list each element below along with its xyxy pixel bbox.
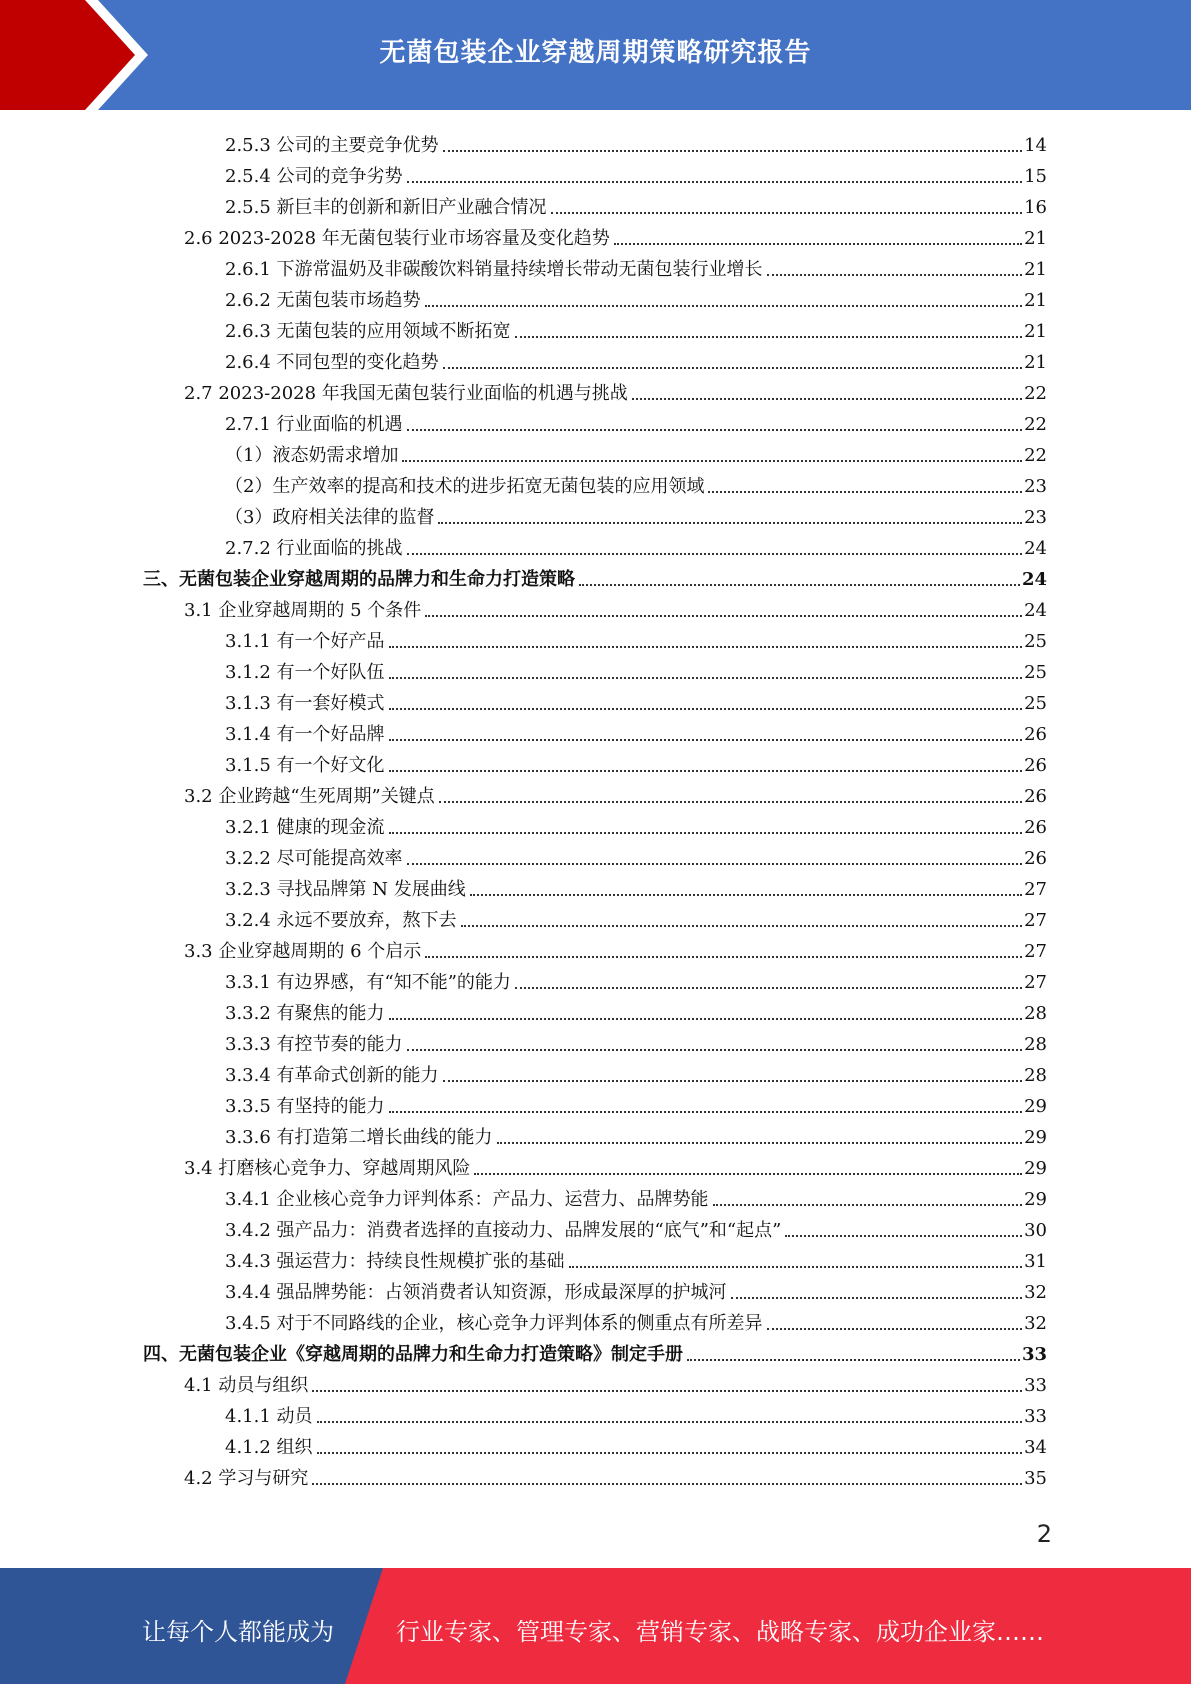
toc-entry-label: 3.3.5 有坚持的能力	[225, 1096, 385, 1117]
toc-leader-dots	[389, 708, 1023, 710]
toc-entry-label: 3.2.1 健康的现金流	[225, 817, 385, 838]
toc-entry-page: 26	[1024, 724, 1047, 745]
toc-entry-label: 3.3.4 有革命式创新的能力	[225, 1065, 439, 1086]
toc-entry[interactable]	[225, 623, 1047, 654]
toc-entry-label: 2.5.4 公司的竞争劣势	[225, 166, 403, 187]
toc-leader-dots	[708, 491, 1022, 493]
toc-entry[interactable]	[225, 1088, 1047, 1119]
toc-leader-dots	[470, 894, 1022, 896]
toc-entry-label: 3.2.3 寻找品牌第 N 发展曲线	[225, 879, 466, 900]
toc-entry-label: （2）生产效率的提高和技术的进步拓宽无菌包装的应用领域	[225, 476, 705, 497]
toc-entry-label: 2.6.3 无菌包装的应用领域不断拓宽	[225, 321, 511, 342]
toc-entry[interactable]	[225, 499, 1047, 530]
toc-entry-label: 2.5.5 新巨丰的创新和新旧产业融合情况	[225, 197, 547, 218]
toc-entry-label: 3.1.4 有一个好品牌	[225, 724, 385, 745]
toc-entry-label: 2.7.2 行业面临的挑战	[225, 538, 403, 559]
toc-entry[interactable]	[225, 468, 1047, 499]
toc-entry[interactable]	[225, 406, 1047, 437]
toc-entry-page: 23	[1024, 507, 1047, 528]
toc-entry[interactable]	[184, 592, 1047, 623]
toc-entry[interactable]	[225, 1305, 1047, 1336]
toc-entry-label: 3.1.3 有一套好模式	[225, 693, 385, 714]
toc-entry-page: 33	[1024, 1406, 1047, 1427]
toc-entry-page: 31	[1024, 1251, 1047, 1272]
toc-entry-page: 24	[1024, 600, 1047, 621]
toc-entry-label: 3.4.2 强产品力：消费者选择的直接动力、品牌发展的“底气”和“起点”	[225, 1220, 782, 1241]
toc-entry-page: 33	[1024, 1375, 1047, 1396]
toc-leader-dots	[407, 181, 1023, 183]
toc-leader-dots	[461, 925, 1023, 927]
toc-entry-label: 2.6.4 不同包型的变化趋势	[225, 352, 439, 373]
toc-entry-label: 3.4 打磨核心竞争力、穿越周期风险	[184, 1158, 471, 1179]
toc-entry[interactable]	[184, 778, 1047, 809]
toc-entry-page: 30	[1024, 1220, 1047, 1241]
toc-entry-label: 3.4.4 强品牌势能：占领消费者认知资源，形成最深厚的护城河	[225, 1282, 727, 1303]
toc-entry-label: 2.7 2023-2028 年我国无菌包装行业面临的机遇与挑战	[184, 383, 628, 404]
toc-entry[interactable]	[225, 282, 1047, 313]
toc-entry[interactable]	[225, 685, 1047, 716]
toc-leader-dots	[785, 1235, 1022, 1237]
toc-leader-dots	[425, 956, 1022, 958]
toc-entry-label: 2.6 2023-2028 年无菌包装行业市场容量及变化趋势	[184, 228, 610, 249]
toc-leader-dots	[425, 615, 1022, 617]
toc-entry-page: 15	[1024, 166, 1047, 187]
toc-entry-page: 29	[1024, 1096, 1047, 1117]
toc-entry[interactable]	[225, 1119, 1047, 1150]
toc-entry-label: 3.4.1 企业核心竞争力评判体系：产品力、运营力、品牌势能	[225, 1189, 709, 1210]
toc-entry[interactable]	[225, 530, 1047, 561]
toc-entry-label: 3.4.5 对于不同路线的企业，核心竞争力评判体系的侧重点有所差异	[225, 1313, 763, 1334]
toc-entry[interactable]	[225, 344, 1047, 375]
toc-leader-dots	[443, 367, 1023, 369]
toc-leader-dots	[425, 305, 1023, 307]
toc-leader-dots	[439, 801, 1022, 803]
toc-leader-dots	[713, 1204, 1023, 1206]
toc-leader-dots	[389, 832, 1023, 834]
toc-entry-label: 4.1.1 动员	[225, 1406, 313, 1427]
toc-entry-label: 3.1 企业穿越周期的 5 个条件	[184, 600, 422, 621]
toc-entry-page: 26	[1024, 786, 1047, 807]
toc-leader-dots	[687, 1359, 1020, 1361]
toc-entry-label: 3.1.2 有一个好队伍	[225, 662, 385, 683]
toc-entry-page: 32	[1024, 1282, 1047, 1303]
toc-entry-label: 2.7.1 行业面临的机遇	[225, 414, 403, 435]
toc-entry-label: 4.1.2 组织	[225, 1437, 313, 1458]
toc-leader-dots	[317, 1421, 1023, 1423]
toc-entry[interactable]	[225, 654, 1047, 685]
toc-entry-page: 22	[1024, 414, 1047, 435]
toc-entry[interactable]	[225, 1274, 1047, 1305]
toc-entry-label: 3.2.2 尽可能提高效率	[225, 848, 403, 869]
toc-entry-page: 14	[1024, 135, 1047, 156]
toc-leader-dots	[407, 429, 1023, 431]
toc-entry-page: 29	[1024, 1158, 1047, 1179]
toc-entry-label: 三、无菌包装企业穿越周期的品牌力和生命力打造策略	[143, 569, 575, 590]
toc-leader-dots	[389, 1111, 1023, 1113]
toc-entry-label: 2.5.3 公司的主要竞争优势	[225, 135, 439, 156]
toc-entry-page: 27	[1024, 879, 1047, 900]
toc-entry-page: 35	[1024, 1468, 1047, 1489]
toc-leader-dots	[497, 1142, 1023, 1144]
toc-entry-page: 25	[1024, 631, 1047, 652]
toc-leader-dots	[389, 739, 1023, 741]
toc-entry[interactable]	[225, 127, 1047, 158]
toc-entry[interactable]	[225, 1398, 1047, 1429]
toc-entry[interactable]	[184, 220, 1047, 251]
toc-entry-page: 27	[1024, 972, 1047, 993]
toc-entry-page: 28	[1024, 1003, 1047, 1024]
toc-leader-dots	[389, 646, 1023, 648]
toc-entry-page: 22	[1024, 445, 1047, 466]
toc-entry-label: 3.1.5 有一个好文化	[225, 755, 385, 776]
toc-entry[interactable]	[184, 1367, 1047, 1398]
toc-leader-dots	[407, 863, 1023, 865]
toc-entry[interactable]	[225, 809, 1047, 840]
footer-slogan-left: 让每个人都能成为	[142, 1618, 334, 1646]
toc-leader-dots	[407, 1049, 1023, 1051]
toc-entry-label: 4.1 动员与组织	[184, 1375, 309, 1396]
toc-entry-page: 21	[1024, 228, 1047, 249]
toc-entry[interactable]	[225, 189, 1047, 220]
toc-entry-label: 四、无菌包装企业《穿越周期的品牌力和生命力打造策略》制定手册	[143, 1344, 683, 1365]
toc-leader-dots	[767, 1328, 1023, 1330]
toc-entry[interactable]	[184, 1460, 1047, 1491]
toc-entry-page: 27	[1024, 941, 1047, 962]
toc-leader-dots	[312, 1390, 1022, 1392]
toc-entry-page: 16	[1024, 197, 1047, 218]
toc-entry-page: 32	[1024, 1313, 1047, 1334]
toc-leader-dots	[312, 1483, 1022, 1485]
toc-entry[interactable]	[225, 251, 1047, 282]
toc-leader-dots	[389, 677, 1023, 679]
toc-entry-label: 3.3.1 有边界感，有“知不能”的能力	[225, 972, 511, 993]
toc-entry[interactable]	[184, 933, 1047, 964]
toc-leader-dots	[407, 553, 1023, 555]
toc-leader-dots	[389, 770, 1023, 772]
toc-entry-label: 4.2 学习与研究	[184, 1468, 309, 1489]
toc-entry-label: 3.3.6 有打造第二增长曲线的能力	[225, 1127, 493, 1148]
toc-leader-dots	[402, 460, 1022, 462]
toc-entry-label: 3.1.1 有一个好产品	[225, 631, 385, 652]
toc-entry[interactable]	[225, 437, 1047, 468]
toc-entry[interactable]	[225, 1057, 1047, 1088]
toc-entry[interactable]	[184, 375, 1047, 406]
toc-entry-page: 23	[1024, 476, 1047, 497]
toc-leader-dots	[474, 1173, 1022, 1175]
toc-entry[interactable]	[225, 716, 1047, 747]
toc-entry-page: 26	[1024, 848, 1047, 869]
toc-entry-label: 3.4.3 强运营力：持续良性规模扩张的基础	[225, 1251, 565, 1272]
toc-entry[interactable]	[225, 1181, 1047, 1212]
toc-entry-page: 24	[1021, 569, 1047, 590]
toc-leader-dots	[731, 1297, 1023, 1299]
toc-entry[interactable]	[225, 158, 1047, 189]
toc-entry[interactable]	[225, 995, 1047, 1026]
toc-leader-dots	[443, 150, 1023, 152]
toc-entry-label: （1）液态奶需求增加	[225, 445, 399, 466]
toc-entry-page: 34	[1024, 1437, 1047, 1458]
toc-chapter-entry[interactable]	[143, 561, 1047, 592]
toc-leader-dots	[515, 987, 1022, 989]
toc-entry-page: 33	[1021, 1344, 1047, 1365]
toc-entry-page: 28	[1024, 1034, 1047, 1055]
toc-leader-dots	[438, 522, 1022, 524]
toc-leader-dots	[551, 212, 1023, 214]
toc-leader-dots	[614, 243, 1022, 245]
toc-entry-label: （3）政府相关法律的监督	[225, 507, 435, 528]
toc-entry-label: 3.3.2 有聚焦的能力	[225, 1003, 385, 1024]
toc-entry[interactable]	[225, 964, 1047, 995]
toc-entry-page: 24	[1024, 538, 1047, 559]
toc-entry[interactable]	[225, 1212, 1047, 1243]
toc-entry-label: 3.2 企业跨越“生死周期”关键点	[184, 786, 435, 807]
toc-leader-dots	[515, 336, 1023, 338]
toc-leader-dots	[317, 1452, 1023, 1454]
page-header	[0, 0, 1191, 110]
toc-entry-page: 21	[1024, 290, 1047, 311]
toc-leader-dots	[632, 398, 1022, 400]
toc-entry[interactable]	[184, 1150, 1047, 1181]
toc-entry-page: 25	[1024, 662, 1047, 683]
toc-entry[interactable]	[225, 1429, 1047, 1460]
toc-entry-page: 21	[1024, 259, 1047, 280]
toc-entry-page: 26	[1024, 755, 1047, 776]
toc-entry-label: 3.3 企业穿越周期的 6 个启示	[184, 941, 422, 962]
toc-entry-page: 29	[1024, 1127, 1047, 1148]
toc-entry-label: 3.2.4 永远不要放弃，熬下去	[225, 910, 457, 931]
page-number: 2	[1036, 1520, 1052, 1548]
toc-entry-page: 21	[1024, 321, 1047, 342]
toc-leader-dots	[579, 584, 1020, 586]
toc-leader-dots	[569, 1266, 1023, 1268]
toc-entry[interactable]	[225, 1026, 1047, 1057]
toc-entry-page: 29	[1024, 1189, 1047, 1210]
toc-entry-label: 2.6.1 下游常温奶及非碳酸饮料销量持续增长带动无菌包装行业增长	[225, 259, 763, 280]
toc-leader-dots	[443, 1080, 1023, 1082]
toc-entry[interactable]	[225, 313, 1047, 344]
toc-entry-page: 28	[1024, 1065, 1047, 1086]
toc-entry[interactable]	[225, 747, 1047, 778]
toc-entry-label: 2.6.2 无菌包装市场趋势	[225, 290, 421, 311]
toc-leader-dots	[389, 1018, 1023, 1020]
toc-entry-page: 27	[1024, 910, 1047, 931]
toc-entry-page: 22	[1024, 383, 1047, 404]
footer-slogan-right: 行业专家、管理专家、营销专家、战略专家、成功企业家……	[396, 1618, 1044, 1646]
toc-leader-dots	[767, 274, 1023, 276]
toc-entry-page: 25	[1024, 693, 1047, 714]
toc-entry-page: 26	[1024, 817, 1047, 838]
toc-chapter-entry[interactable]	[143, 1336, 1047, 1367]
toc-entry[interactable]	[225, 1243, 1047, 1274]
report-title: 无菌包装企业穿越周期策略研究报告	[379, 37, 812, 68]
toc-entry[interactable]	[225, 902, 1047, 933]
toc-entry-label: 3.3.3 有控节奏的能力	[225, 1034, 403, 1055]
toc-entry[interactable]	[225, 840, 1047, 871]
toc-entry-page: 21	[1024, 352, 1047, 373]
toc-entry[interactable]	[225, 871, 1047, 902]
